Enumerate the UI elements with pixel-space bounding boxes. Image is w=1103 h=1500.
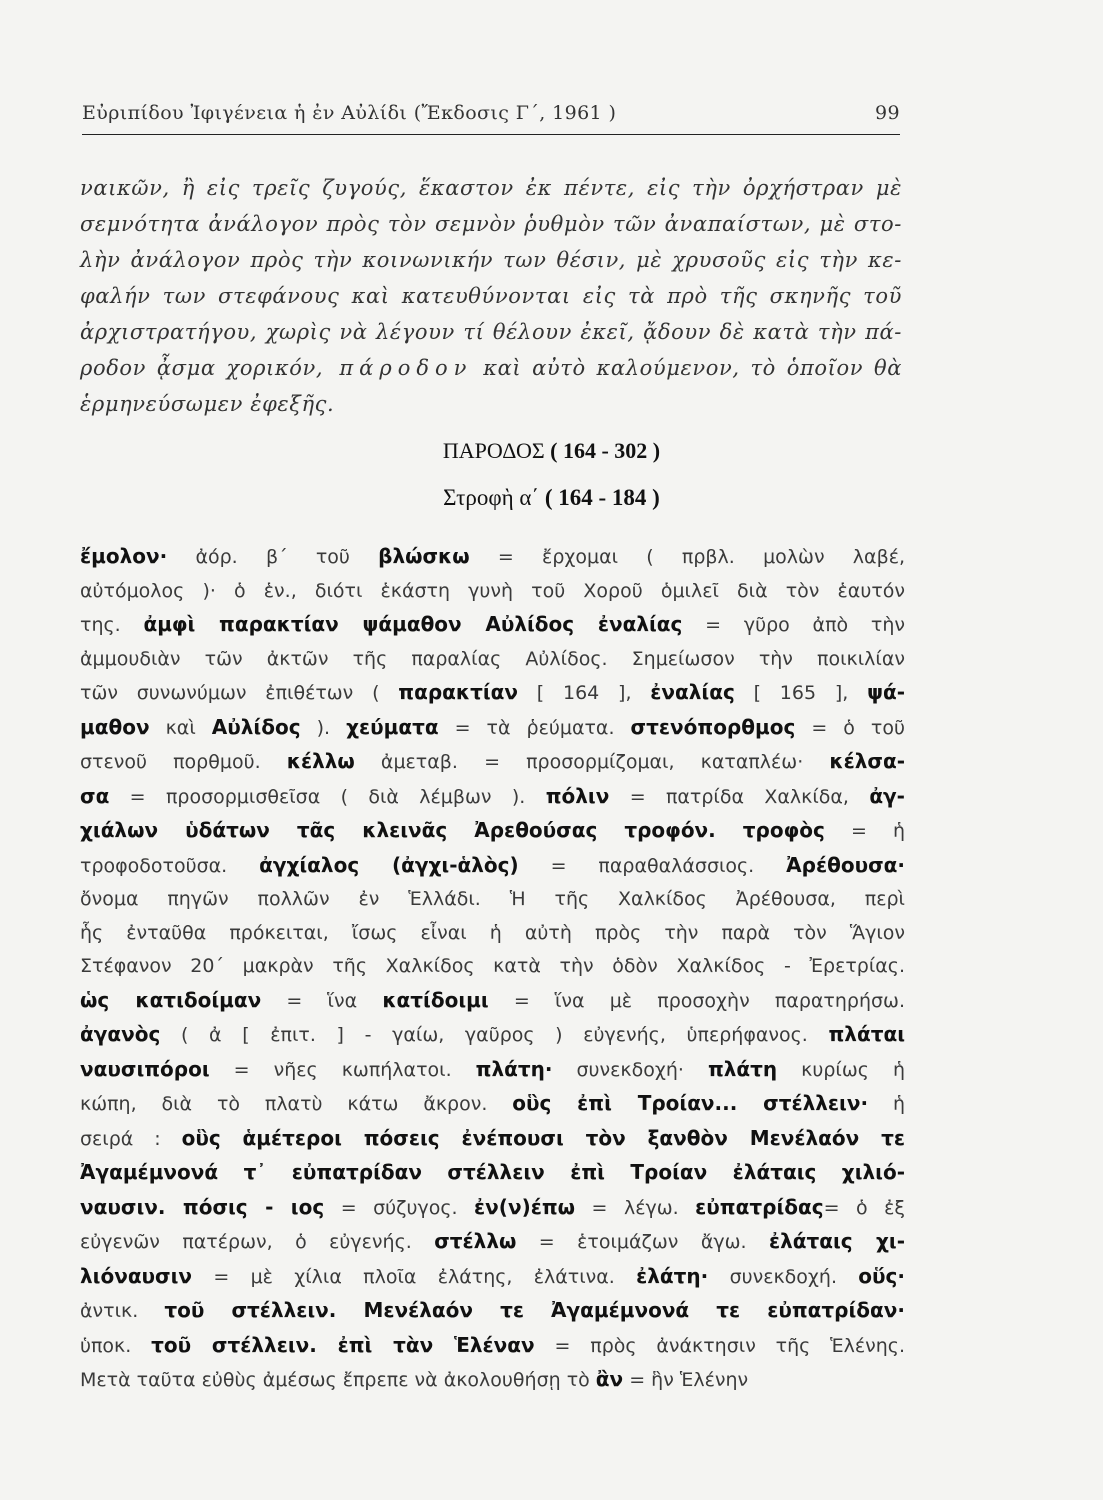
lemma: ναυσιν. πόσις - ιος [80, 1194, 325, 1219]
commentary-line [80, 1122, 905, 1157]
commentary-line [80, 883, 905, 917]
running-header [82, 98, 900, 135]
gloss: = νῆες κωπήλατοι. [209, 1058, 476, 1081]
lemma: κέλσα- [829, 749, 905, 773]
commentary-line [80, 1363, 905, 1398]
commentary-line [80, 849, 905, 884]
intro-line [80, 350, 902, 386]
gloss: κώπη, διὰ τὸ πλατὺ κάτω ἄκρον. [80, 1093, 513, 1115]
lemma: εὐπατρίδας [695, 1194, 824, 1219]
gloss: Στέφανον 20΄ μακρὰν τῆς Χαλκίδος κατὰ τὴν ὁδὸν Χαλκίδος - Ἐρετρίας. [80, 955, 905, 977]
intro-text: ἀρχιστρατήγου, χωρὶς νὰ λέγουν τί θέλουν ἐκεῖ, ᾄδουν δὲ κατὰ τὴν πά- [80, 320, 902, 344]
gloss: ἡ [868, 1093, 905, 1115]
commentary-line [80, 984, 905, 1019]
lemma: ἐλάταις χι- [768, 1229, 906, 1253]
lemma: στέλλω [434, 1229, 517, 1253]
lemma: ἀγανὸς [80, 1022, 161, 1046]
gloss: ). [300, 716, 347, 739]
lemma: ἐλάτη· [636, 1263, 709, 1288]
intro-text: ροδον ᾆσμα χορικόν, [80, 356, 324, 380]
section-title: ΠΑΡΟΔΟΣ [442, 438, 545, 463]
commentary-line [80, 608, 905, 643]
lemma: κατίδοιμι [382, 987, 489, 1012]
gloss: ἀμμουδιὰν τῶν ἀκτῶν τῆς παραλίας Αὐλίδος. Σημείωσον τὴν ποικιλίαν [80, 647, 905, 670]
gloss: στενοῦ πορθμοῦ. [80, 751, 287, 773]
intro-text: καὶ αὐτὸ καλούμενον, τὸ ὁποῖον θὰ [472, 356, 902, 380]
gloss: = ἡ [824, 820, 905, 842]
lemma: βλώσκω [378, 544, 470, 568]
gloss: αὐτόμολος )· ὁ ἑν., διότι ἑκάστη γυνὴ τοῦ Χοροῦ ὁμιλεῖ διὰ τὸν ἑαυτόν [80, 579, 905, 602]
intro-text: σεμνότητα ἀνάλογον πρὸς τὸν σεμνὸν ῥυθμὸν τῶν ἀναπαίστων, μὲ στο- [80, 212, 902, 236]
intro-line [80, 170, 902, 206]
lemma: κέλλω [286, 749, 355, 773]
section-range: ( 164 - 302 ) [550, 438, 661, 463]
gloss: ( ἀ [ ἐπιτ. ] - γαίω, γαῦρος ) εὐγενής, ὑπερήφανος. [160, 1024, 829, 1046]
gloss: [ 165 ], [734, 682, 868, 704]
lemma: ἂν [595, 1367, 624, 1391]
gloss: = τὰ ῥεύματα. [438, 716, 631, 739]
lemma: ἐν(ν)έπω [474, 1194, 576, 1219]
gloss: = ἔρχομαι ( πρβλ. μολὼν λαβέ, [469, 546, 906, 568]
commentary-line [80, 1156, 905, 1191]
gloss: ἀμεταβ. = προσορμίζομαι, καταπλέω· [354, 751, 830, 773]
commentary-line [80, 1087, 905, 1122]
intro-line [80, 386, 902, 422]
lemma: σα [80, 783, 110, 808]
lemma: τοῦ στέλλειν. Μενέλαόν τε Ἀγαμέμνονά τε εὐπατρίδαν· [164, 1298, 905, 1322]
commentary-text [80, 540, 905, 1398]
lemma: πλάται [828, 1022, 905, 1046]
lemma: ψά- [867, 680, 905, 704]
commentary-line [80, 540, 905, 575]
spaced-term: πάροδον [323, 356, 473, 380]
gloss: ἧς ἐνταῦθα πρόκειται, ἴσως εἶναι ἡ αὐτὴ πρὸς τὴν παρὰ τὸν Ἅγιον [80, 921, 905, 944]
gloss: τῶν συνωνύμων ἐπιθέτων ( [80, 682, 399, 704]
page-number: 99 [875, 102, 900, 124]
lemma: ναυσιπόροι [80, 1056, 210, 1081]
gloss: συνεκδοχή· [552, 1058, 708, 1081]
gloss: εὐγενῶν πατέρων, ὁ εὐγενής. [80, 1231, 435, 1253]
running-title: Εὐριπίδου Ἰφιγένεια ἡ ἐν Αὐλίδι (Ἔκδοσις Γ΄, 1961 ) [82, 102, 617, 124]
lemma: ἀμφὶ παρακτίαν ψάμαθον Αὐλίδος ἐναλίας [143, 612, 683, 636]
lemma: παρακτίαν [398, 680, 519, 704]
commentary-line [80, 814, 905, 849]
intro-line [80, 206, 902, 242]
gloss: = προσορμισθεῖσα ( διὰ λέμβων ). [109, 785, 546, 808]
gloss: Μετὰ ταῦτα εὐθὺς ἀμέσως ἔπρεπε νὰ ἀκολουθήσῃ τὸ [80, 1369, 596, 1391]
gloss: = ἵνα μὲ προσοχὴν παρατηρήσω. [488, 989, 906, 1012]
gloss: = ὁ ἐξ [823, 1196, 905, 1219]
lemma: ὡς κατιδοίμαν [80, 987, 262, 1012]
lemma: πλάτη [707, 1056, 778, 1081]
gloss: = πρὸς ἀνάκτησιν τῆς Ἑλένης. [534, 1334, 905, 1357]
commentary-line [80, 1191, 905, 1226]
lemma: μαθον [80, 714, 150, 739]
gloss: = ἵνα [261, 989, 383, 1012]
lemma: ἔμολον· [80, 544, 168, 568]
gloss: καὶ [149, 716, 212, 739]
gloss: ἀντικ. [80, 1300, 165, 1322]
commentary-line [80, 1018, 905, 1053]
lemma: πλάτη· [475, 1056, 553, 1081]
gloss: [ 164 ], [518, 682, 651, 704]
lemma: λιόναυσιν [80, 1263, 193, 1288]
gloss: = σύζυγος. [324, 1196, 475, 1219]
lemma: πόλιν [545, 783, 610, 808]
commentary-line [80, 950, 905, 984]
lemma: χεύματα [346, 714, 439, 739]
intro-text: φαλήν των στεφάνους καὶ κατευθύνονται εἰς τὰ πρὸ τῆς σκηνῆς τοῦ [80, 284, 902, 308]
commentary-line [80, 780, 905, 815]
gloss: = λέγω. [575, 1196, 696, 1219]
commentary-line [80, 676, 905, 711]
section-heading [0, 438, 1103, 464]
gloss: τροφοδοτοῦσα. [80, 854, 260, 877]
gloss: = πατρίδα Χαλκίδα, [609, 785, 870, 808]
intro-line [80, 242, 902, 278]
commentary-line [80, 917, 905, 951]
strophe-heading [0, 485, 1103, 511]
lemma: οὓς ἐπὶ Τροίαν... στέλλειν· [512, 1091, 869, 1115]
gloss: της. [80, 614, 144, 636]
lemma: χιάλων ὑδάτων τᾶς κλεινᾶς Ἀρεθούσας τροφόν. τροφὸς [80, 818, 825, 842]
commentary-line [80, 643, 905, 677]
gloss: ὑποκ. [80, 1334, 152, 1357]
commentary-line [80, 745, 905, 780]
commentary-line [80, 1260, 905, 1295]
intro-text: ναικῶν, ἢ εἰς τρεῖς ζυγούς, ἕκαστον ἐκ πέντε, εἰς τὴν ὀρχήστραν μὲ [80, 176, 902, 200]
gloss: συνεκδοχή. [708, 1265, 859, 1288]
commentary-line [80, 1225, 905, 1260]
gloss: = παραθαλάσσιος. [518, 854, 787, 877]
commentary-line [80, 711, 905, 746]
lemma: ἀγχίαλος (ἀγχι-ἁλὸς) [259, 852, 519, 877]
gloss: = ἣν Ἑλένην [623, 1369, 749, 1391]
intro-line [80, 314, 902, 350]
intro-text: ἑρμηνεύσωμεν ἐφεξῆς. [80, 392, 335, 416]
commentary-line [80, 1329, 905, 1364]
lemma: Αὐλίδος [211, 714, 301, 739]
gloss: = ὁ τοῦ [795, 716, 905, 739]
strophe-title: Στροφὴ α΄ [443, 485, 540, 510]
commentary-line [80, 1053, 905, 1088]
lemma: ἀγ- [869, 783, 905, 808]
gloss: κυρίως ἡ [777, 1058, 905, 1081]
intro-paragraph [80, 170, 902, 422]
gloss: = ἑτοιμάζων ἄγω. [516, 1231, 769, 1253]
gloss: σειρά : [80, 1127, 182, 1150]
intro-text: λὴν ἀνάλογον πρὸς τὴν κοινωνικήν των θέσιν, μὲ χρυσοῦς εἰς τὴν κε- [80, 248, 902, 272]
lemma: οὓς ἁμέτεροι πόσεις ἐνέπουσι τὸν ξανθὸν Μενέλαόν τε [181, 1125, 906, 1150]
commentary-line [80, 575, 905, 609]
lemma: τοῦ στέλλειν. ἐπὶ τὰν Ἑλέναν [151, 1332, 535, 1357]
gloss: = μὲ χίλια πλοῖα ἐλάτης, ἐλάτινα. [192, 1265, 637, 1288]
gloss: ἀόρ. β΄ τοῦ [167, 546, 379, 568]
lemma: ἐναλίας [650, 680, 735, 704]
lemma: Ἀρέθουσα· [786, 852, 905, 877]
strophe-range: ( 164 - 184 ) [544, 485, 660, 510]
lemma: Ἀγαμέμνονά τ᾽ εὐπατρίδαν στέλλειν ἐπὶ Τροίαν ἐλάταις χιλιό- [80, 1160, 905, 1184]
gloss: = γῦρο ἀπὸ τὴν [682, 614, 905, 636]
lemma: οὕς· [858, 1263, 905, 1288]
intro-line [80, 278, 902, 314]
lemma: στενόπορθμος [630, 714, 796, 739]
commentary-line [80, 1294, 905, 1329]
gloss: ὄνομα πηγῶν πολλῶν ἐν Ἑλλάδι. Ἡ τῆς Χαλκίδος Ἀρέθουσα, περὶ [80, 888, 905, 910]
